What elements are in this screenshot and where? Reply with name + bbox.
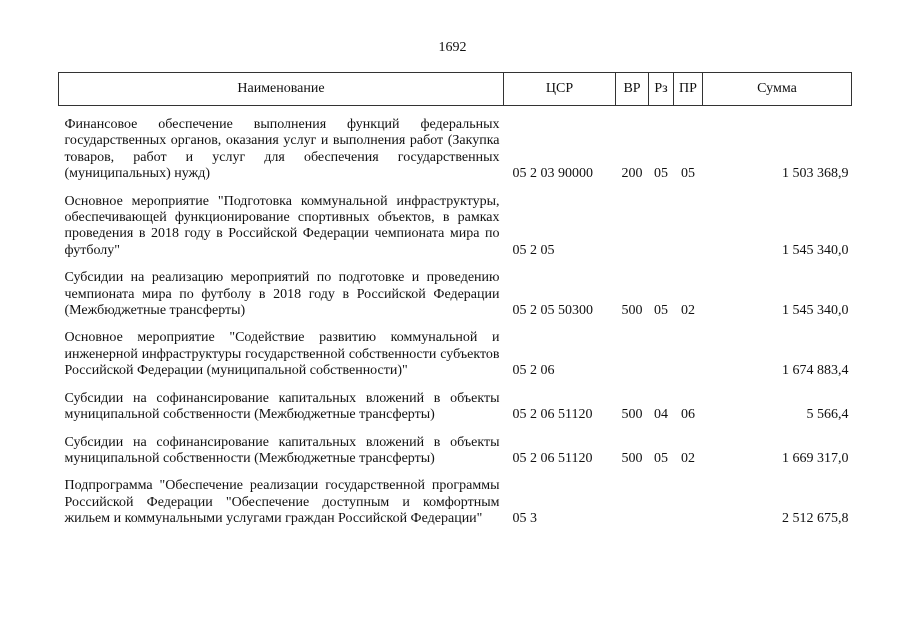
row-csr: 05 2 05 [512,242,555,258]
table-row [59,435,852,468]
row-pr: 06 [681,407,695,423]
page-number: 1692 [438,40,467,55]
row-pr [674,478,703,527]
row-csr: 05 2 06 [512,363,555,379]
row-spacer [59,380,852,391]
row-csr: 05 2 06 51120 [512,450,593,466]
header-pr: ПР [674,73,703,106]
row-sum: 5 566,4 [806,407,849,423]
row-vr: 200 [621,166,643,182]
row-rz: 05 [654,450,668,466]
row-name: Субсидии на реализацию мероприятий по подготовке и проведению чемпионата мира по футболу в 2018 году в Российской Федерации (Межбюджетные трансферты) [64,270,500,319]
row-csr: 05 2 03 90000 [512,166,593,182]
row-spacer [59,259,852,270]
row-name: Финансовое обеспечение выполнения функций федеральных государственных органов, оказания услуг и выполнения работ (Закупка товаров, работ и услуг для обеспечения государственных (муниципальных) нужд) [64,117,500,182]
row-pr: 02 [681,450,695,466]
row-name: Основное мероприятие "Содействие развитию коммунальной и инженерной инфраструктуры государственной собственности субъектов Российской Федерации (муниципальной собственности)" [64,330,500,379]
row-spacer [59,467,852,478]
row-csr: 05 2 05 50300 [512,303,593,319]
row-spacer [59,319,852,330]
row-rz: 04 [654,407,668,423]
row-rz: 05 [654,303,668,319]
header-name: Наименование [59,73,504,106]
row-vr: 500 [621,303,643,319]
row-name: Основное мероприятие "Подготовка коммунальной инфраструктуры, обеспечивающей функционирование спортивных объектов, в рамках проведения в 2018 году в Российской Федерации чемпионата мира по футболу" [64,193,500,258]
row-csr: 05 2 06 51120 [512,407,593,423]
header-vr: ВР [616,73,649,106]
row-name: Подпрограмма "Обеспечение реализации государственной программы Российской Федерации "Обеспечение доступным и комфортным жильем и коммунальными услугами граждан Российской Федерации" [64,478,500,527]
table-row [59,117,852,183]
budget-table [58,72,852,528]
row-vr [616,330,649,379]
header-sum: Сумма [703,73,852,106]
row-vr [616,194,649,260]
row-sum: 1 503 368,9 [782,166,849,182]
table-row [59,391,852,424]
row-spacer [59,183,852,194]
table-row [59,330,852,379]
header-rz: Рз [649,73,674,106]
row-pr: 05 [681,166,695,182]
row-name: Субсидии на софинансирование капитальных вложений в объекты муниципальной собственности (Межбюджетные трансферты) [64,390,500,423]
row-pr [674,330,703,379]
row-pr [674,194,703,260]
header-csr: ЦСР [504,73,616,106]
row-rz [649,194,674,260]
table-row [59,270,852,319]
row-csr: 05 3 [512,511,537,527]
row-rz [649,330,674,379]
row-sum: 1 669 317,0 [782,450,849,466]
row-vr [616,478,649,527]
row-spacer [59,424,852,435]
row-spacer [59,106,852,118]
row-rz: 05 [654,166,668,182]
row-sum: 1 545 340,0 [782,303,849,319]
row-pr: 02 [681,303,695,319]
row-vr: 500 [621,407,643,423]
table-row [59,478,852,527]
row-sum: 2 512 675,8 [782,511,849,527]
row-sum: 1 674 883,4 [782,363,849,379]
row-vr: 500 [621,450,643,466]
row-name: Субсидии на софинансирование капитальных вложений в объекты муниципальной собственности (Межбюджетные трансферты) [64,434,500,466]
table-body [59,106,852,528]
table-header [59,73,852,106]
row-rz [649,478,674,527]
row-sum: 1 545 340,0 [782,242,849,258]
table-row [59,194,852,260]
header-row [59,73,852,106]
